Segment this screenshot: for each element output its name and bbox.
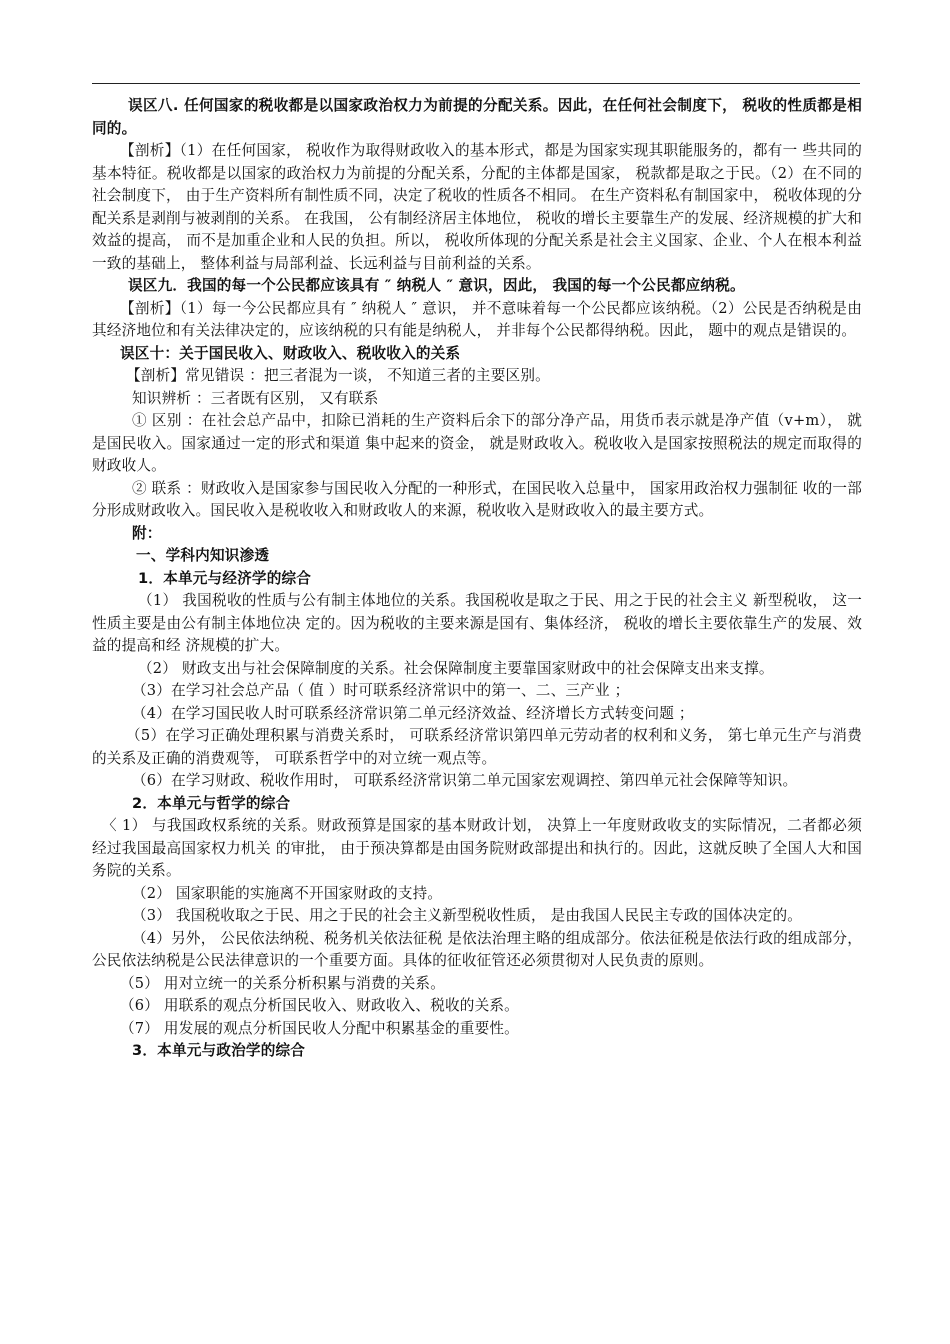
subsection-3-heading: 3．本单元与政治学的综合 (132, 1042, 306, 1059)
phil-item-6: （6） 用联系的观点分析国民收入、财政收入、税收的关系。 (120, 997, 519, 1014)
analysis-9: 【剖析】（1）每一今公民都应具有 ″ 纳税人 ″ 意识， 并不意味着每一个公民都应该纳税。（2）公民是否纳税是由其经济地位和有关法律决定的，应该纳税的只有能是纳税人， 并非每个公民都得纳税。因此， 题中的观点是错误的。 (92, 299, 862, 339)
connection-paragraph: ② 联系 ：财政收入是国家参与国民收入分配的一种形式，在国民收入总量中， 国家用政治权力强制征 收的一部分形成财政收入。国民收入是税收收入和财政收人的来源，税收收入是财政收入的最主要方式。 (92, 479, 862, 519)
misconception-9-heading: 误区九．我国的每一个公民都应该具有 ″ 纳税人 ″ 意识，因此， 我国的每一个公民都应纳税。 (128, 277, 745, 294)
econ-item-2: （2） 财政支出与社会保障制度的关系。社会保障制度主要靠国家财政中的社会保障支出来支撑。 (138, 659, 774, 677)
header-rule (92, 83, 860, 84)
phil-item-5: （5） 用对立统一的关系分析积累与消费的关系。 (120, 974, 445, 992)
phil-item-3: （3） 我国税收取之于民、用之于民的社会主义新型税收性质， 是由我国人民民主专政的国体决定的。 (132, 907, 803, 924)
document-body (92, 95, 862, 1063)
phil-item-1: 〈 1） 与我国政权系统的关系。财政预算是国家的基本财政计划， 决算上一年度财政收支的实际情况，二者都必须经过我国最高国家权力机关 的审批， 由于预决算都是由国务院财政部提出和执行的。因此，这就反映了全国人大和国务院的关系。 (92, 817, 862, 879)
econ-item-5: （5）在学习正确处理积累与消费关系时， 可联系经济常识第四单元劳动者的权利和义务， 第七单元生产与消费的关系及正确的消费观等， 可联系哲学中的对立统一观点等。 (92, 727, 862, 767)
econ-item-1: （1） 我国税收的性质与公有制主体地位的关系。我国税收是取之于民、用之于民的社会主义 新型税收， 这一性质主要是由公有制主体地位决 定的。因为税收的主要来源是国有、集体经济， 税收的增长主要依靠生产的发展、效益的提高和经 济规模的扩大。 (92, 592, 862, 654)
econ-item-6: （6）在学习财政、税收作用时， 可联系经济常识第二单元国家宏观调控、第四单元社会保障等知识。 (132, 772, 798, 789)
phil-item-7: （7） 用发展的观点分析国民收人分配中积累基金的重要性。 (120, 1019, 519, 1037)
analysis-10: 【剖析】常见错误 ：把三者混为一谈， 不知道三者的主要区别。 (126, 367, 550, 384)
econ-item-3: （3）在学习社会总产品（ 值 ）时可联系经济常识中的第一、二、三产业 ； (132, 682, 630, 699)
subsection-2-heading: 2．本单元与哲学的综合 (132, 794, 291, 812)
misconception-10-heading: 误区十：关于国民收入、财政收入、税收收入的关系 (120, 344, 461, 362)
phil-item-2: （2） 国家职能的实施离不开国家财政的支持。 (132, 884, 443, 902)
misconception-8-heading: 误区八. 任何国家的税收都是以国家政治权力为前提的分配关系。因此，在任何社会制度下， 税收的性质都是相同的。 (92, 97, 862, 137)
section-1-heading: 一、学科内知识渗透 (136, 547, 270, 564)
phil-item-4: （4）另外， 公民依法纳税、税务机关依法征税 是依法治理主略的组成部分。依法征税是依法行政的组成部分， 公民依法纳税是公民法律意识的一个重要方面。具体的征收征管还必须贯彻对人民负责的原则。 (92, 929, 862, 969)
appendix-label: 附： (132, 524, 162, 542)
subsection-1-heading: 1．本单元与经济学的综合 (138, 569, 312, 587)
analysis-8: 【剖析】（1）在任何国家， 税收作为取得财政收入的基本形式，都是为国家实现其职能服务的，都有一 些共同的基本特征。税收都是以国家的政治权力为前提的分配关系，分配的主体都是国家， 税款都是取之于民。（2）在不同的社会制度下， 由于生产资料所有制性质不同，决定了税收的性质各不相同。 在生产资料私有制国家中， 税收体现的分配关系是剥削与被剥削的关系。 在我国， 公有制经济居主体地位， 税收的增长主要靠生产的发展、经济规模的扩大和效益的提高， 而不是加重企业和人民的负担。所以， 税收所体现的分配关系是社会主义国家、企业、个人在根本利益一致的基础上， 整体利益与局部利益、长远利益与目前利益的关系。 (92, 142, 862, 272)
knowledge-discrimination: 知识辨析 ：三者既有区别， 又有联系 (132, 389, 379, 407)
econ-item-4: （4）在学习国民收人时可联系经济常识第二单元经济效益、经济增长方式转变问题 ； (132, 704, 694, 722)
difference-paragraph: ① 区别 ：在社会总产品中，扣除已消耗的生产资料后余下的部分净产品，用货币表示就是净产值（v+m）， 就是国民收入。国家通过一定的形式和渠道 集中起来的资金， 就是财政收入。税收收入是国家按照税法的规定而取得的财政收人。 (92, 412, 862, 474)
